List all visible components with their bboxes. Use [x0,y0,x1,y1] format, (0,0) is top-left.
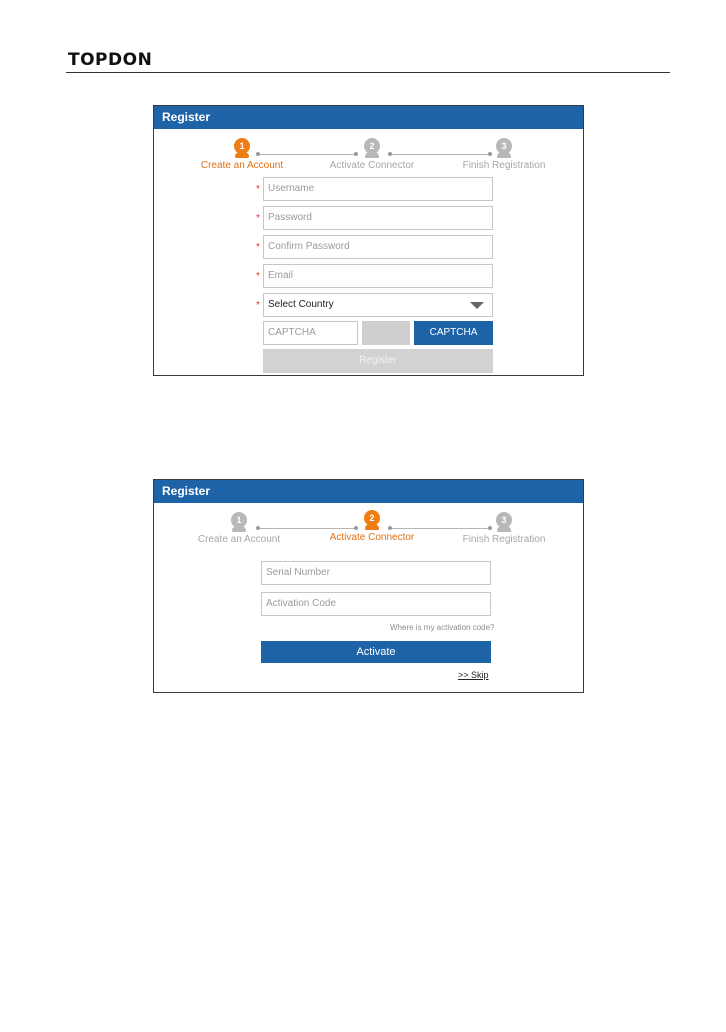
step-label: Finish Registration [462,160,546,171]
captcha-image [362,321,410,345]
step-badge-icon: 1 [231,512,247,528]
step-label: Activate Connector [329,532,415,543]
step-activate-connector [307,510,437,543]
activate-button[interactable]: Activate [261,641,491,663]
required-mark: * [256,300,260,311]
username-input[interactable]: Username [263,177,493,201]
step-badge-icon: 1 [234,138,250,154]
required-mark: * [256,242,260,253]
required-mark: * [256,184,260,195]
step-badge-icon: 2 [364,510,380,526]
step-finish-registration [439,138,569,171]
step-label: Create an Account [197,534,281,545]
required-mark: * [256,271,260,282]
header-rule [66,72,670,73]
step-badge-icon: 3 [496,512,512,528]
step-create-account [177,138,307,171]
step-finish-registration [439,512,569,545]
step-create-account [174,512,304,545]
step-badge-icon: 2 [364,138,380,154]
panel-header: Register [154,480,583,503]
captcha-input[interactable]: CAPTCHA [263,321,358,345]
activation-help-link[interactable]: Where is my activation code? [390,623,495,632]
serial-number-input[interactable]: Serial Number [261,561,491,585]
register-panel-account [153,105,584,376]
chevron-down-icon [470,302,484,309]
captcha-button[interactable]: CAPTCHA [414,321,493,345]
step-label: Create an Account [200,160,284,171]
activation-code-input[interactable]: Activation Code [261,592,491,616]
country-select-value: Select Country [268,299,334,310]
email-input[interactable]: Email [263,264,493,288]
panel-header: Register [154,106,583,129]
step-label: Finish Registration [462,534,546,545]
skip-link[interactable]: >> Skip [458,670,489,680]
required-mark: * [256,213,260,224]
register-button[interactable]: Register [263,349,493,373]
brand-logo: TOPDON [68,50,153,70]
step-label: Activate Connector [329,160,415,171]
step-badge-icon: 3 [496,138,512,154]
register-panel-activate [153,479,584,693]
password-input[interactable]: Password [263,206,493,230]
step-activate-connector [307,138,437,171]
confirm-password-input[interactable]: Confirm Password [263,235,493,259]
country-select[interactable] [263,293,493,317]
